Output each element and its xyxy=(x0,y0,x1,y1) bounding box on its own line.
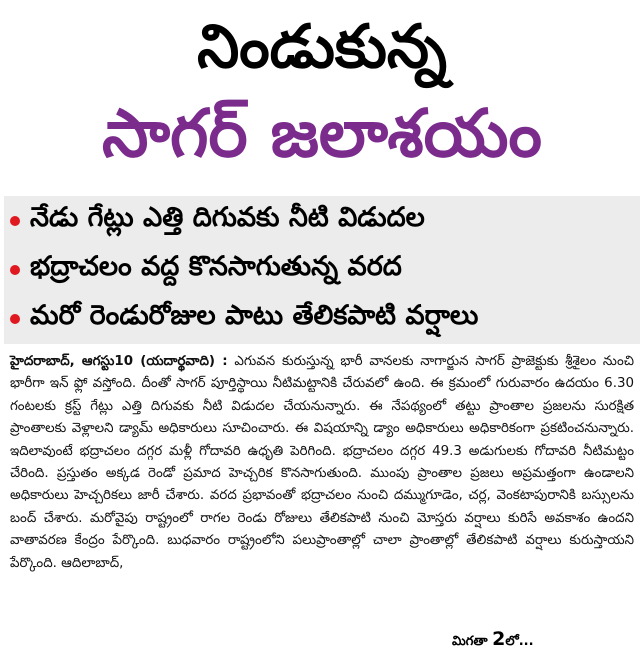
highlight-text: మరో రెండురోజుల పాటు తేలికపాటి వర్షాలు xyxy=(30,300,479,331)
highlight-text: నేడు గేట్లు ఎత్తి దిగువకు నీటి విడుదల xyxy=(30,202,425,233)
continued-suffix: లో... xyxy=(505,634,534,649)
bullet-dot-icon xyxy=(10,216,20,226)
highlight-item xyxy=(4,198,640,244)
highlight-item xyxy=(4,247,640,293)
headline-line-1: నిండుకున్న xyxy=(197,12,447,82)
highlights-box xyxy=(4,196,640,344)
bullet-dot-icon xyxy=(10,314,20,324)
continued-prefix: మిగతా xyxy=(452,634,488,649)
article-text: ఎగువన కురుస్తున్న భారీ వానలకు నాగార్జున సాగర్ ప్రాజెక్టుకు శ్రీశైలం నుంచి భారీగా ఇన్ ఫ్లో వస్తోంది. దీంతో సాగర్ పూర్తిస్థాయి నీటిమట్టానికి చేరువలో ఉంది. ఈ క్రమంలో గురువారం ఉదయం 6.30 గంటలకు క్రస్ట్ గేట్లు ఎత్తి దిగువకు నీటి విడుదల చేయనున్నారు. ఈ నేపథ్యంలో తట్టు ప్రాంతాల ప్రజలను సురక్షిత ప్రాంతాలకు వెళ్లాలని డ్యామ్ అధికారులు సూచించారు. ఈ విషయాన్ని డ్యాం అధికారులు అధికారికంగా ప్రకటించనున్నారు. ఇదిలావుంటే భద్రాచలం దగ్గర మళ్లీ గోదావరి ఉధృతి పెరిగింది. భద్రాచలం దగ్గర 49.3 అడుగులకు గోదావరి నీటిమట్టం చేరింది. ప్రస్తుతం అక్కడ రెండో ప్రమాద హెచ్చరిక కొనసాగుతుంది. ముంపు ప్రాంతాల ప్రజలు అప్రమత్తంగా ఉండాలని అధికారులు హెచ్చరికలు జారీ చేశారు. వరద ప్రభావంతో భద్రాచలం నుంచి దమ్ముగూడెం, చర్ల, వెంకటాపురానికి బస్సులను బంద్ చేశారు. మరోవైపు రాష్ట్రంలో రాగల రెండు రోజులు తేలికపాటి నుంచి మోస్తరు వర్షాలు కురిసే అవకాశం ఉందని వాతావరణ కేంద్రం పేర్కొంది. బుధవారం రాష్ట్రంలోని పలుప్రాంతాల్లో చాలా ప్రాంతాల్లో తేలికపాటి వర్షాలు కురుస్తాయని పేర్కొంది. ఆదిలాబాద్, xyxy=(10,354,634,571)
highlight-item xyxy=(4,296,640,342)
bullet-dot-icon xyxy=(10,265,20,275)
headline-line-2: సాగర్ జలాశయం xyxy=(102,95,542,172)
highlight-text: భద్రాచలం వద్ద కొనసాగుతున్న వరద xyxy=(30,251,402,282)
continued-on-page xyxy=(452,628,534,652)
continued-page-number: 2 xyxy=(492,628,506,650)
article-dateline: హైదరాబాద్, ఆగస్టు10 (యదార్థవాది) : xyxy=(10,354,228,369)
article-body xyxy=(10,351,634,575)
